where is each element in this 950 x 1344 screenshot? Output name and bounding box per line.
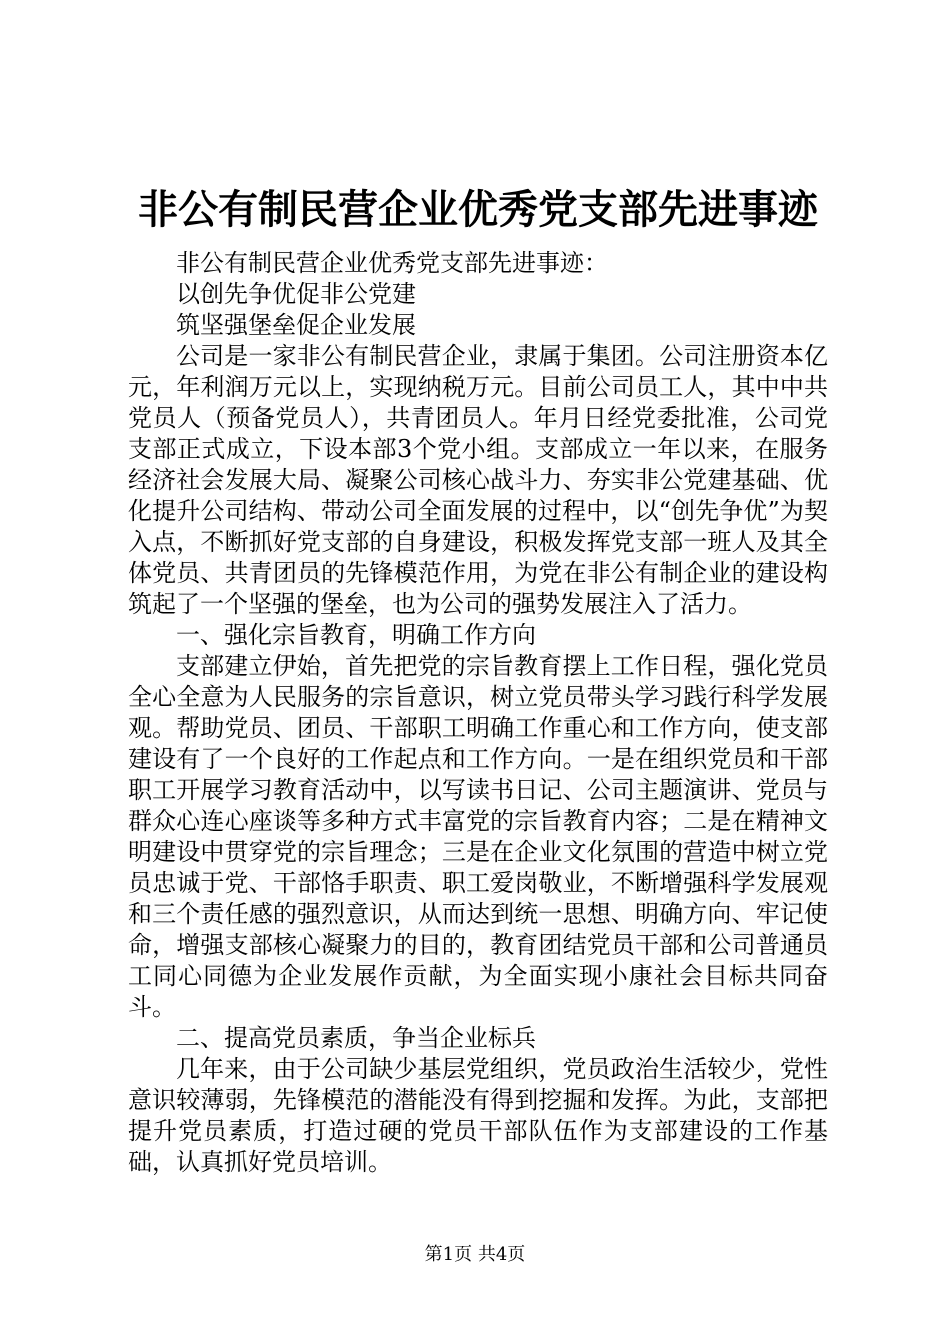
document-page xyxy=(128,180,828,1178)
page-footer: 第1页 共4页 xyxy=(424,1244,526,1265)
section-heading-1: 一、强化宗旨教育，明确工作方向 xyxy=(176,621,536,649)
paragraph-section-2: 几年来，由于公司缺少基层党组织，党员政治生活较少，党性意识较薄弱，先锋模范的潜能没有得到挖掘和发挥。为此，支部把提升党员素质，打造过硬的党员干部队伍作为支部建设的工作基础，认真抓好党员培训。 xyxy=(128,1055,828,1176)
paragraph-subtitle-2: 筑坚强堡垒促企业发展 xyxy=(176,311,416,339)
paragraph-subtitle-1: 以创先争优促非公党建 xyxy=(176,280,416,308)
paragraph-section-1: 支部建立伊始，首先把党的宗旨教育摆上工作日程，强化党员全心全意为人民服务的宗旨意识，树立党员带头学习践行科学发展观。帮助党员、团员、干部职工明确工作重心和工作方向，使支部建设有了一个良好的工作起点和工作方向。一是在组织党员和干部职工开展学习教育活动中，以写读书日记、公司主题演讲、党员与群众心连心座谈等多种方式丰富党的宗旨教育内容；二是在精神文明建设中贯穿党的宗旨理念；三是在企业文化氛围的营造中树立党员忠诚于党、干部恪手职责、职工爱岗敬业，不断增强科学发展观和三个责任感的强烈意识，从而达到统一思想、明确方向、牢记使命，增强支部核心凝聚力的目的，教育团结党员干部和公司普通员工同心同德为企业发展作贡献，为全面实现小康社会目标共同奋斗。 xyxy=(128,652,828,1021)
paragraph-company-overview: 公司是一家非公有制民营企业，隶属于集团。公司注册资本亿元，年利润万元以上，实现纳税万元。目前公司员工人，其中中共党员人（预备党员人），共青团员人。年月日经党委批准，公司党支部正式成立，下设本部3个党小组。支部成立一年以来，在服务经济社会发展大局、凝聚公司核心战斗力、夯实非公党建基础、优化提升公司结构、带动公司全面发展的过程中，以“创先争优”为契入点，不断抓好党支部的自身建设，积极发挥党支部一班人及其全体党员、共青团员的先锋模范作用，为党在非公有制企业的建设构筑起了一个坚强的堡垒，也为公司的强势发展注入了活力。 xyxy=(128,342,828,618)
section-heading-2: 二、提高党员素质，争当企业标兵 xyxy=(176,1024,536,1052)
paragraph-intro: 非公有制民营企业优秀党支部先进事迹： xyxy=(176,249,608,277)
document-title: 非公有制民营企业优秀党支部先进事迹 xyxy=(138,187,818,233)
